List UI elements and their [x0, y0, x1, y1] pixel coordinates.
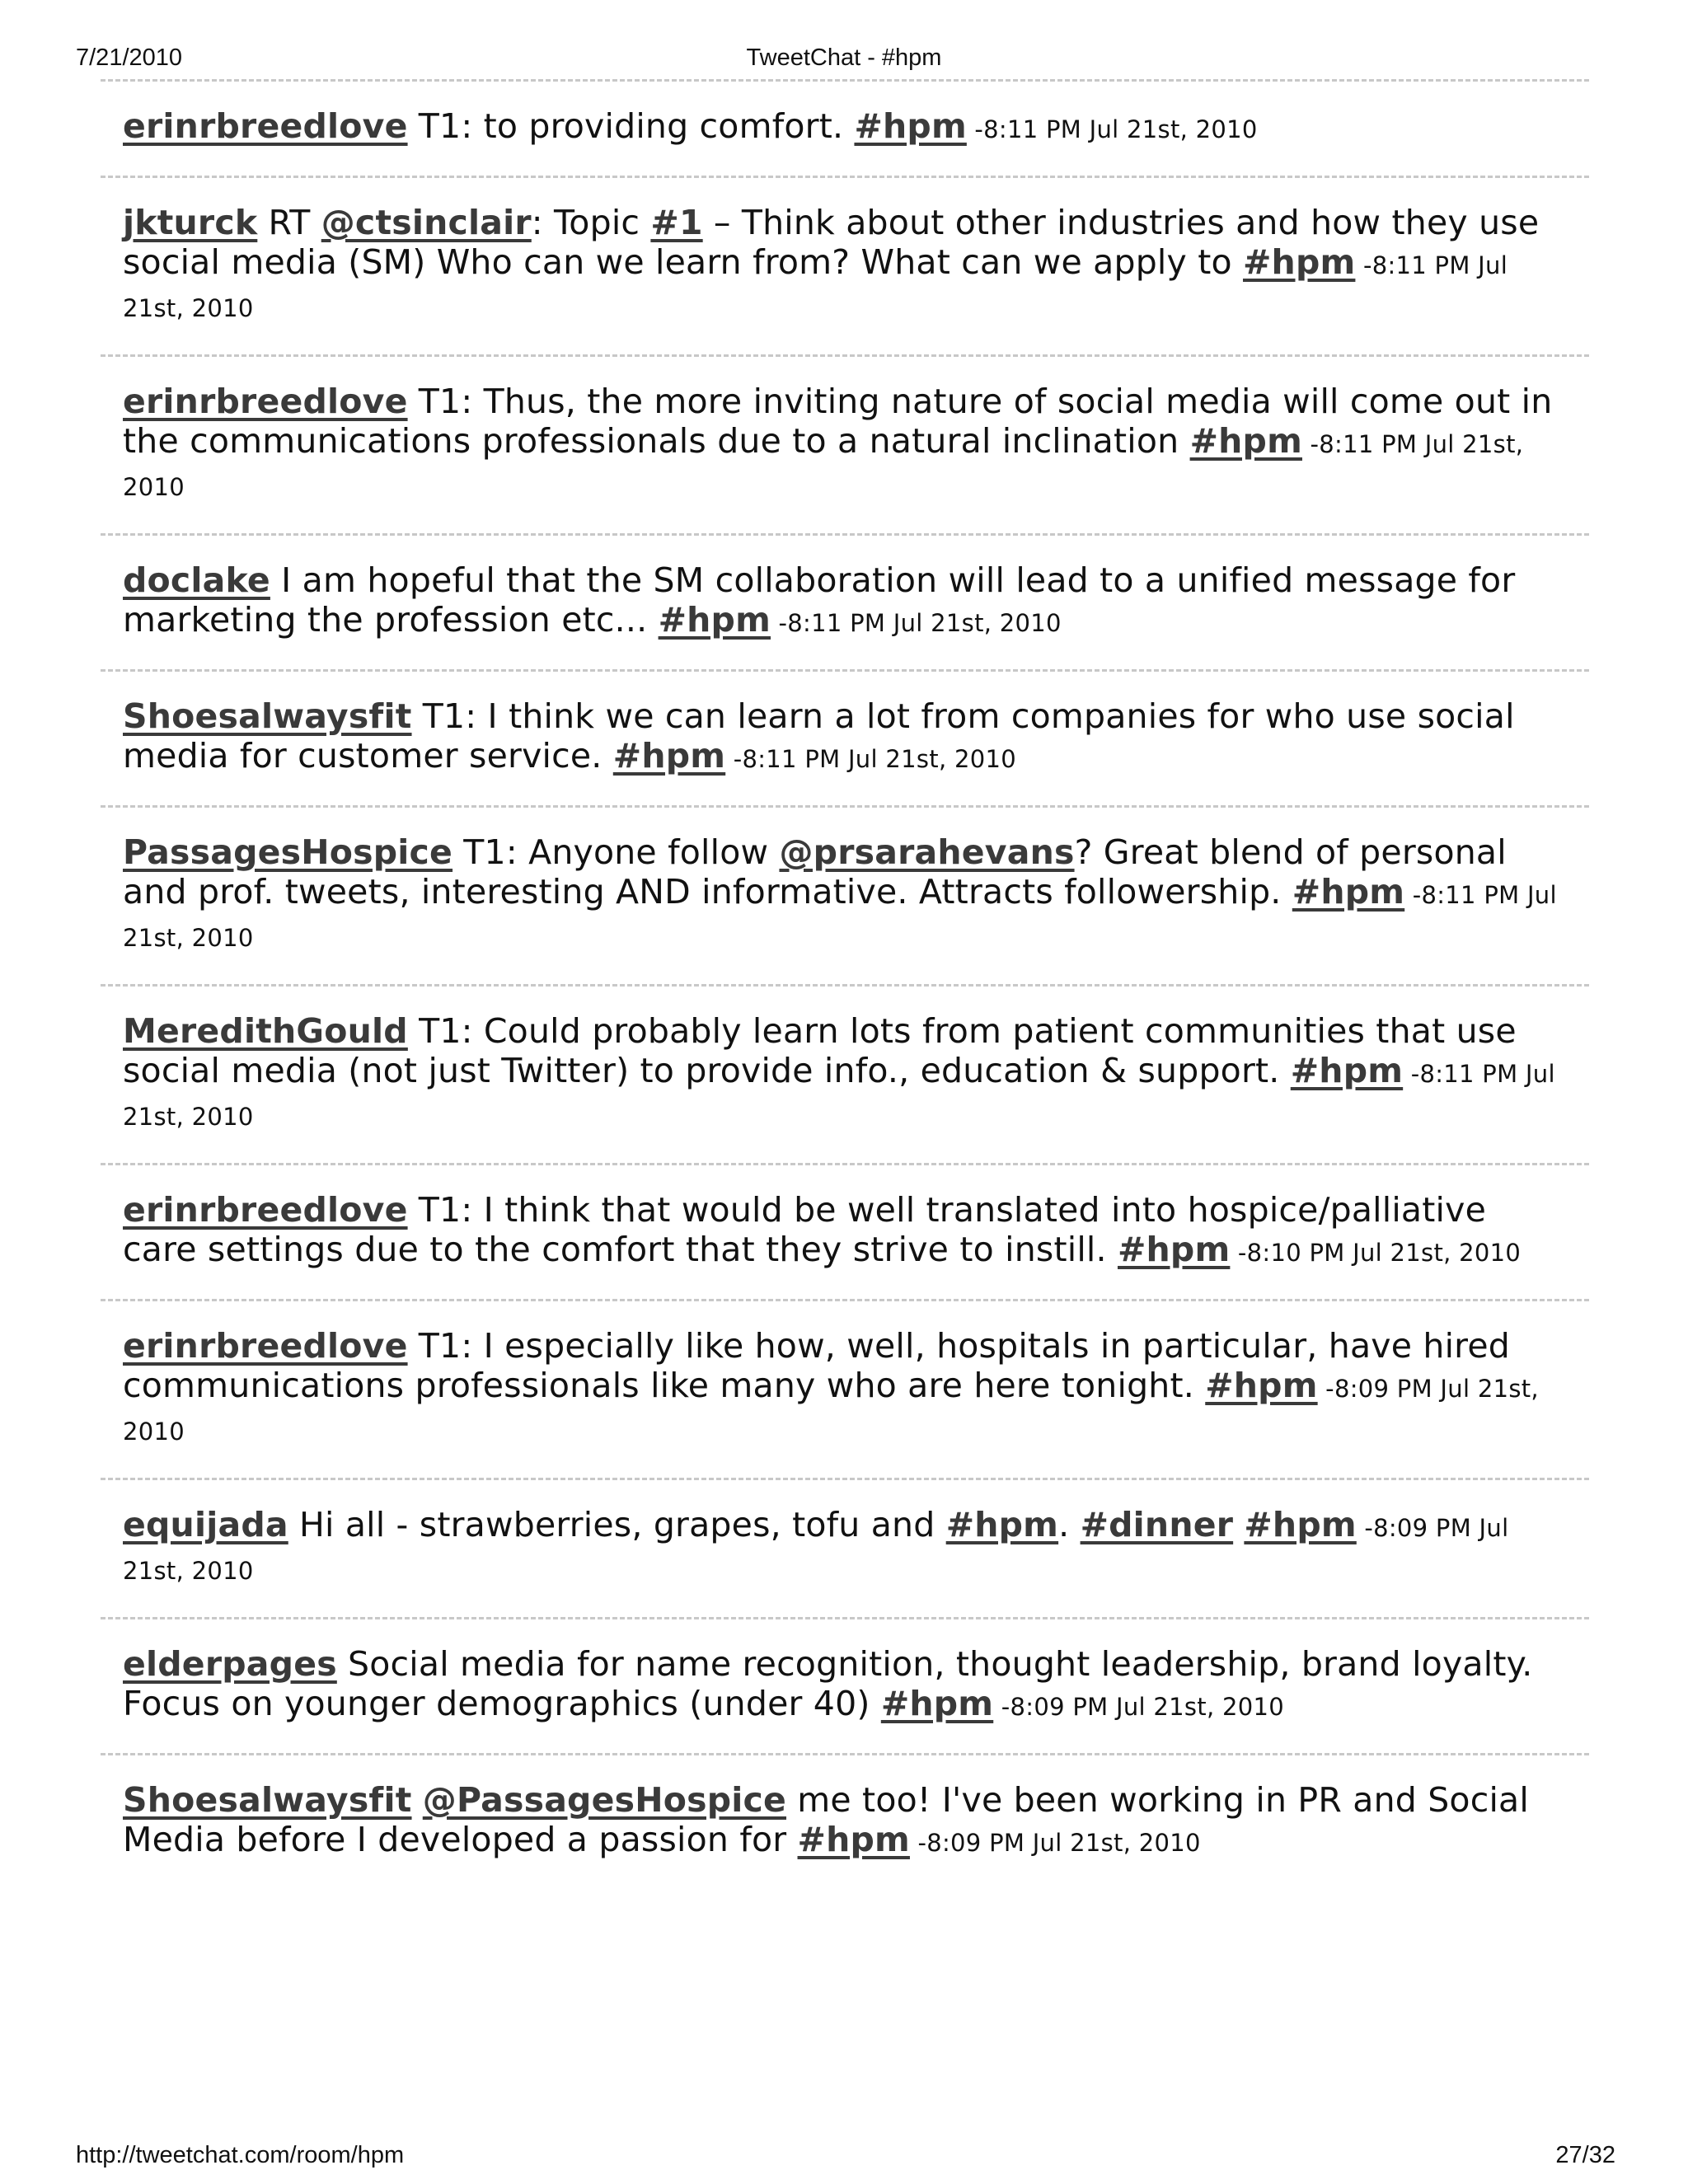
tweet-text: [412, 1780, 423, 1820]
tweet-timestamp: -8:09 PM Jul 21st, 2010: [123, 1514, 1509, 1585]
tweet-item: [101, 178, 1589, 354]
hashtag-link[interactable]: #1: [650, 203, 703, 242]
tweet-username-link[interactable]: erinrbreedlove: [123, 1326, 408, 1366]
tweet-item: [101, 1619, 1589, 1753]
tweet-timestamp: -8:11 PM Jul 21st, 2010: [123, 430, 1524, 501]
mention-link[interactable]: @prsarahevans: [779, 832, 1075, 872]
tweet-text: T1: Thus, the more inviting nature of social media will come out in the communications professionals due to a natural inclination: [123, 382, 1553, 461]
tweet-text: T1: I think that would be well translated into hospice/palliative care settings due to the comfort that they strive to instill.: [123, 1190, 1487, 1269]
hashtag-link[interactable]: #hpm: [1290, 1051, 1404, 1090]
tweet-text: Social media for name recognition, thought leadership, brand loyalty. Focus on younger demographics (under 40): [123, 1644, 1533, 1723]
hashtag-link[interactable]: #hpm: [880, 1684, 994, 1723]
hashtag-link[interactable]: #hpm: [945, 1505, 1059, 1544]
tweet-text: T1: Anyone follow: [452, 832, 780, 872]
tweet-username-link[interactable]: MeredithGould: [123, 1011, 408, 1051]
hashtag-link[interactable]: #hpm: [1117, 1230, 1231, 1269]
tweet-timestamp: -8:11 PM Jul 21st, 2010: [123, 251, 1508, 322]
tweet-text: [1233, 1505, 1244, 1544]
hashtag-link[interactable]: #hpm: [612, 736, 726, 776]
tweet-text: Hi all - strawberries, grapes, tofu and: [288, 1505, 946, 1544]
tweet-text: – Think about other industries and how they use social media (SM) Who can we learn from? What can we apply to: [123, 203, 1540, 282]
tweet-username-link[interactable]: jkturck: [123, 203, 258, 242]
tweet-feed: [101, 79, 1589, 1889]
tweet-text: ? Great blend of personal and prof. tweets, interesting AND informative. Attracts followership.: [123, 832, 1507, 912]
tweet-text: T1: I especially like how, well, hospitals in particular, have hired communications professionals like many who are here tonight.: [123, 1326, 1510, 1405]
hashtag-link[interactable]: #hpm: [797, 1820, 910, 1859]
tweet-item: [101, 357, 1589, 533]
tweet-username-link[interactable]: erinrbreedlove: [123, 382, 408, 421]
tweet-username-link[interactable]: erinrbreedlove: [123, 106, 408, 146]
tweet-timestamp: -8:10 PM Jul 21st, 2010: [1230, 1239, 1522, 1267]
hashtag-link[interactable]: #hpm: [1292, 872, 1405, 912]
tweet-username-link[interactable]: erinrbreedlove: [123, 1190, 408, 1230]
tweet-text: .: [1058, 1505, 1081, 1544]
tweet-timestamp: -8:11 PM Jul 21st, 2010: [123, 881, 1557, 952]
mention-link[interactable]: @PassagesHospice: [422, 1780, 787, 1820]
tweet-text: I am hopeful that the SM collaboration will lead to a unified message for marketing the profession etc...: [123, 560, 1516, 640]
print-date: 7/21/2010: [76, 45, 183, 71]
tweet-username-link[interactable]: equijada: [123, 1505, 288, 1544]
page-url: http://tweetchat.com/room/hpm: [76, 2142, 405, 2168]
hashtag-link[interactable]: #hpm: [1244, 1505, 1357, 1544]
tweet-item: [101, 1301, 1589, 1478]
tweet-text: T1: to providing comfort.: [407, 106, 855, 146]
tweet-username-link[interactable]: PassagesHospice: [123, 832, 453, 872]
tweet-text: : Topic: [531, 203, 651, 242]
hashtag-link[interactable]: #hpm: [1189, 421, 1302, 461]
tweet-text: RT: [257, 203, 321, 242]
tweet-timestamp: -8:09 PM Jul 21st, 2010: [909, 1829, 1201, 1857]
tweet-username-link[interactable]: elderpages: [123, 1644, 337, 1684]
tweet-username-link[interactable]: doclake: [123, 560, 270, 600]
tweet-item: [101, 808, 1589, 984]
tweet-timestamp: -8:11 PM Jul 21st, 2010: [771, 609, 1062, 637]
hashtag-link[interactable]: #dinner: [1080, 1505, 1234, 1544]
tweet-username-link[interactable]: Shoesalwaysfit: [123, 696, 412, 736]
tweet-item: [101, 1755, 1589, 1889]
tweet-timestamp: -8:11 PM Jul 21st, 2010: [725, 745, 1016, 773]
tweet-item: [101, 82, 1589, 176]
tweet-timestamp: -8:09 PM Jul 21st, 2010: [993, 1693, 1285, 1721]
hashtag-link[interactable]: #hpm: [1243, 242, 1356, 282]
mention-link[interactable]: @ctsinclair: [321, 203, 532, 242]
tweet-text: T1: I think we can learn a lot from companies for who use social media for customer service.: [123, 696, 1515, 776]
tweet-item: [101, 1480, 1589, 1617]
tweet-text: me too! I've been working in PR and Social Media before I developed a passion for: [123, 1780, 1529, 1859]
page-number: 27/32: [1555, 2142, 1615, 2168]
tweet-timestamp: -8:09 PM Jul 21st, 2010: [123, 1375, 1539, 1446]
tweet-username-link[interactable]: Shoesalwaysfit: [123, 1780, 412, 1820]
tweet-item: [101, 672, 1589, 805]
page-title: TweetChat - #hpm: [746, 45, 942, 71]
tweet-item: [101, 987, 1589, 1163]
hashtag-link[interactable]: #hpm: [854, 106, 967, 146]
tweet-item: [101, 1165, 1589, 1299]
tweet-timestamp: -8:11 PM Jul 21st, 2010: [123, 1060, 1555, 1131]
hashtag-link[interactable]: #hpm: [1205, 1366, 1318, 1405]
hashtag-link[interactable]: #hpm: [658, 600, 771, 640]
tweet-timestamp: -8:11 PM Jul 21st, 2010: [966, 115, 1258, 143]
tweet-text: T1: Could probably learn lots from patient communities that use social media (not just Twitter) to provide info., education & support.: [123, 1011, 1517, 1090]
tweet-item: [101, 536, 1589, 669]
